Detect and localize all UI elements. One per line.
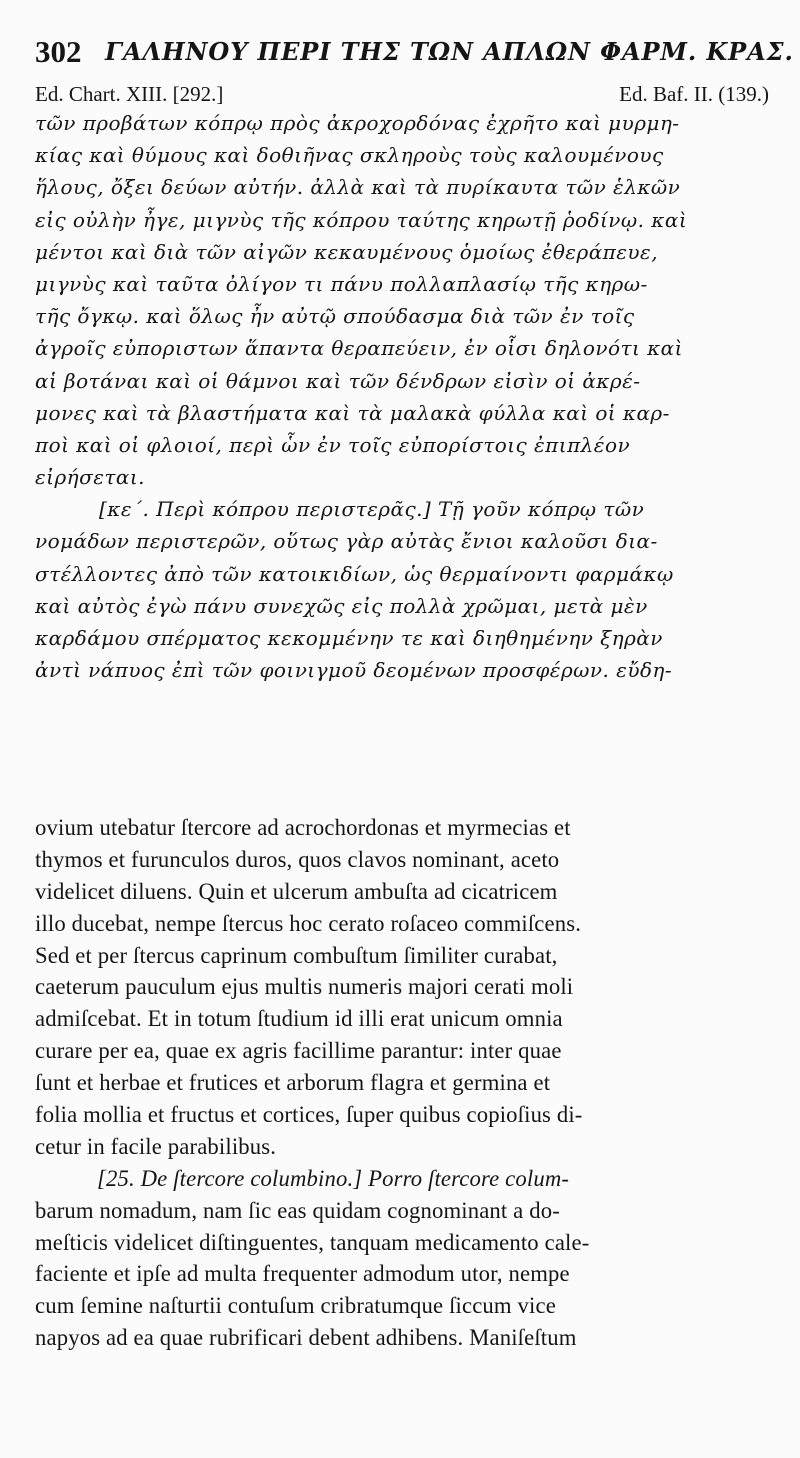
greek-line: εἰρήσεται.	[35, 465, 145, 490]
latin-line: curare per ea, quae ex agris facillime parantur: inter quae	[35, 1038, 562, 1064]
latin-line: cetur in facile parabilibus.	[35, 1133, 277, 1159]
greek-line: ἀγροῖς εὐποριστων ἅπαντα θεραπεύειν, ἐν οἷσι δηλονότι καὶ	[35, 336, 683, 361]
greek-line: αἱ βοτάναι καὶ οἱ θάμνοι καὶ τῶν δένδρων εἰσὶν οἱ ἀκρέ-	[35, 368, 641, 393]
edition-basel-reference: Ed. Baf. II. (139.)	[619, 82, 769, 106]
edition-references	[35, 82, 769, 110]
greek-line: στέλλοντες ἀπὸ τῶν κατοικιδίων, ὡς θερμαίνοντι φαρμάκῳ	[35, 561, 674, 586]
greek-text-block	[35, 107, 769, 686]
latin-line: videlicet diluens. Quin et ulcerum ambuſta ad cicatricem	[35, 878, 558, 904]
latin-line: illo ducebat, nempe ſtercus hoc cerato roſaceo commiſcens.	[35, 910, 582, 936]
greek-line: εἰς οὐλὴν ἦγε, μιγνὺς τῆς κόπρου ταύτης κηρωτῇ ῥοδίνῳ. καὶ	[35, 207, 688, 232]
running-head-title: ΓΑΛΗΝΟΥ ΠΕΡΙ ΤΗΣ ΤΩΝ ΑΠΛΩΝ ΦΑΡΜ. ΚΡΑΣ.	[105, 37, 794, 66]
latin-line: barum nomadum, nam ſic eas quidam cognominant a do-	[35, 1197, 560, 1223]
latin-line: cum ſemine naſturtii contuſum cribratumque ſiccum vice	[35, 1293, 556, 1319]
latin-line: admiſcebat. Et in totum ſtudium id illi erat unicum omnia	[35, 1006, 563, 1032]
page-number: 302	[35, 34, 82, 69]
greek-line: μονες καὶ τὰ βλαστήματα καὶ τὰ μαλακὰ φύλλα καὶ οἱ καρ-	[35, 400, 670, 425]
greek-line: νομάδων περιστερῶν, οὕτως γὰρ αὐτὰς ἔνιοι καλοῦσι δια-	[35, 529, 658, 554]
latin-section-heading-line: [25. De ſtercore columbino.] Porro ſtercore colum-	[97, 1165, 570, 1191]
greek-line: κίας καὶ θύμους καὶ δοθιῆνας σκληροὺς τοὺς καλουμένους	[35, 143, 664, 168]
greek-line: μέντοι καὶ διὰ τῶν αἰγῶν κεκαυμένους ὁμοίως ἐθεράπευε,	[35, 239, 659, 264]
latin-line: ovium utebatur ſtercore ad acrochordonas et myrmecias et	[35, 815, 571, 840]
running-head	[35, 34, 794, 70]
latin-line: faciente et ipſe ad multa frequenter admodum utor, nempe	[35, 1261, 570, 1287]
greek-line: μιγνὺς καὶ ταῦτα ὀλίγον τι πάνυ πολλαπλασίῳ τῆς κηρω-	[35, 271, 648, 296]
latin-text-block	[35, 812, 769, 1354]
latin-line: caeterum pauculum ejus multis numeris majori cerati moli	[35, 974, 574, 1000]
latin-line: folia mollia et fructus et cortices, ſuper quibus copioſius di-	[35, 1102, 583, 1128]
latin-line: ſunt et herbae et frutices et arborum flagra et germina et	[35, 1070, 551, 1096]
greek-line: καὶ αὐτὸς ἐγὼ πάνυ συνεχῶς εἰς πολλὰ χρῶμαι, μετὰ μὲν	[35, 593, 648, 618]
greek-line: ποὶ καὶ οἱ φλοιοί, περὶ ὧν ἐν τοῖς εὐπορίστοις ἐπιπλέον	[35, 432, 631, 457]
latin-line: napyos ad ea quae rubrificari debent adhibens. Maniſeſtum	[35, 1325, 577, 1351]
latin-line: meſticis videlicet diſtinguentes, tanquam medicamento cale-	[35, 1229, 590, 1255]
greek-line: ἥλους, ὄξει δεύων αὐτήν. ἀλλὰ καὶ τὰ πυρίκαυτα τῶν ἑλκῶν	[35, 175, 681, 200]
greek-line: τῶν προβάτων κόπρῳ πρὸς ἀκροχορδόνας ἐχρῆτο καὶ μυρμη-	[35, 111, 680, 135]
greek-line: τῆς ὄγκῳ. καὶ ὅλως ἦν αὐτῷ σπούδασμα διὰ τῶν ἐν τοῖς	[35, 304, 635, 329]
edition-chart-reference: Ed. Chart. XIII. [292.]	[35, 82, 224, 106]
greek-line: ἀντὶ νάπυος ἐπὶ τῶν φοινιγμοῦ δεομένων προσφέρων. εὔδη-	[35, 658, 673, 683]
latin-line: Sed et per ſtercus caprinum combuſtum ſimiliter curabat,	[35, 942, 558, 968]
greek-line: καρδάμου σπέρματος κεκομμένην τε καὶ διηθημένην ξηρὰν	[35, 626, 663, 650]
latin-line: thymos et furunculos duros, quos clavos nominant, aceto	[35, 846, 560, 872]
greek-section-heading-line: [κε΄. Περὶ κόπρου περιστερᾶς.] Τῇ γοῦν κόπρῳ τῶν	[99, 497, 645, 522]
